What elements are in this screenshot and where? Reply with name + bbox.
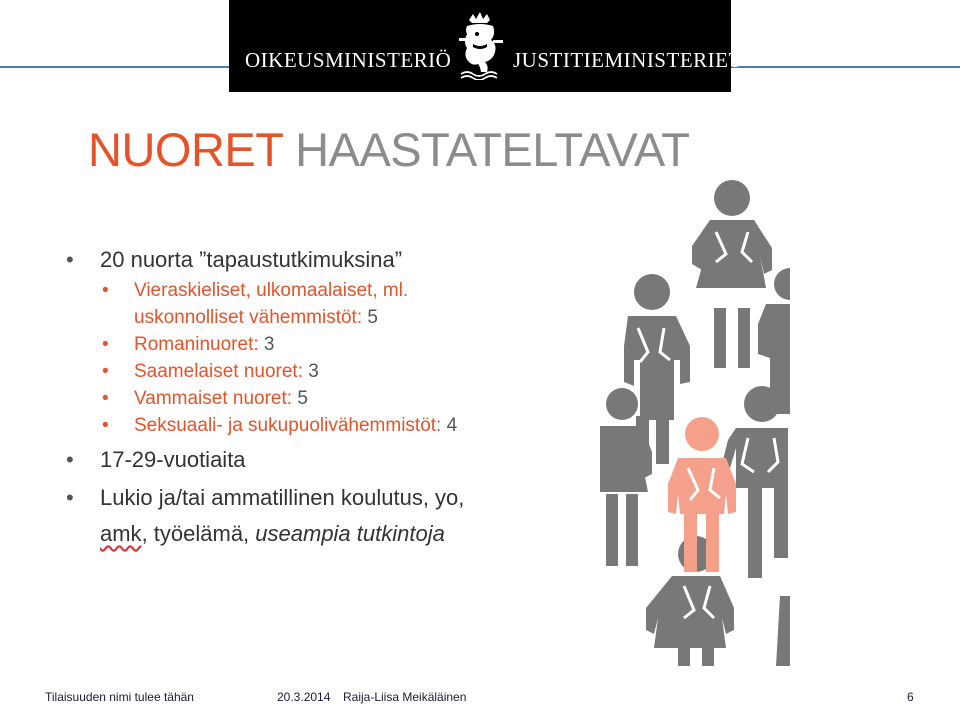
ministry-name-sv: JUSTITIEMINISTERIET — [513, 48, 742, 72]
bullet-text: Lukio ja/tai ammatillinen koulutus, yo, — [100, 485, 465, 510]
sub-bullet-foreign-language — [66, 277, 566, 331]
sub-bullet-disabled — [66, 385, 566, 412]
bullet-text: 17-29-vuotiaita — [100, 447, 246, 472]
bullet-case-studies — [66, 243, 566, 277]
title-rest: HAASTATELTAVAT — [295, 123, 690, 176]
ministry-name-fi: OIKEUSMINISTERIÖ — [245, 48, 452, 72]
sub-bullet-label: Romaninuoret: — [134, 334, 259, 355]
sub-bullet-count: 4 — [446, 415, 458, 436]
bullet-text: , työelämä, — [141, 521, 256, 546]
bullet-education — [66, 481, 566, 553]
misspelled-word: amk — [100, 521, 142, 546]
bullet-age — [66, 443, 566, 477]
sub-bullet-count: 5 — [367, 307, 378, 328]
footer-page-number: 6 — [907, 690, 914, 704]
sub-bullet-label: Seksuaali- ja sukupuolivähemmistöt: — [134, 415, 442, 436]
bullet-italic-text: useampia tutkintoja — [255, 521, 445, 546]
bullet-list — [66, 243, 566, 553]
sub-bullet-count: 3 — [263, 334, 275, 355]
bullet-education-line2 — [100, 515, 566, 553]
sub-bullet-count: 5 — [297, 388, 308, 409]
bullet-text: 20 nuorta ”tapaustutkimuksina” — [100, 247, 403, 272]
person-figure-right-bottom-edge — [776, 596, 790, 666]
slide-title — [88, 122, 689, 178]
sub-bullet-lgbt — [66, 412, 566, 439]
sub-bullet-label: Saamelaiset nuoret: — [134, 361, 303, 382]
people-figures-illustration — [598, 176, 790, 666]
sub-bullet-sami — [66, 358, 566, 385]
header-rule-left — [0, 66, 229, 68]
footer-author: Raija-Liisa Meikäläinen — [343, 690, 467, 704]
sub-bullet-label: Vieraskieliset, ulkomaalaiset, ml. — [134, 280, 409, 301]
sub-bullet-label: Vammaiset nuoret: — [134, 388, 293, 409]
title-highlight: NUORET — [88, 123, 283, 176]
lion-crest-icon — [455, 10, 505, 80]
header-rule-right — [731, 66, 960, 68]
ministry-banner — [229, 0, 742, 92]
sub-bullet-count: 3 — [308, 361, 319, 382]
footer-event-name: Tilaisuuden nimi tulee tähän — [45, 690, 194, 704]
sub-bullet-roma — [66, 331, 566, 358]
sub-bullet-label: uskonnolliset vähemmistöt: — [134, 307, 363, 328]
footer-date: 20.3.2014 — [277, 690, 331, 704]
